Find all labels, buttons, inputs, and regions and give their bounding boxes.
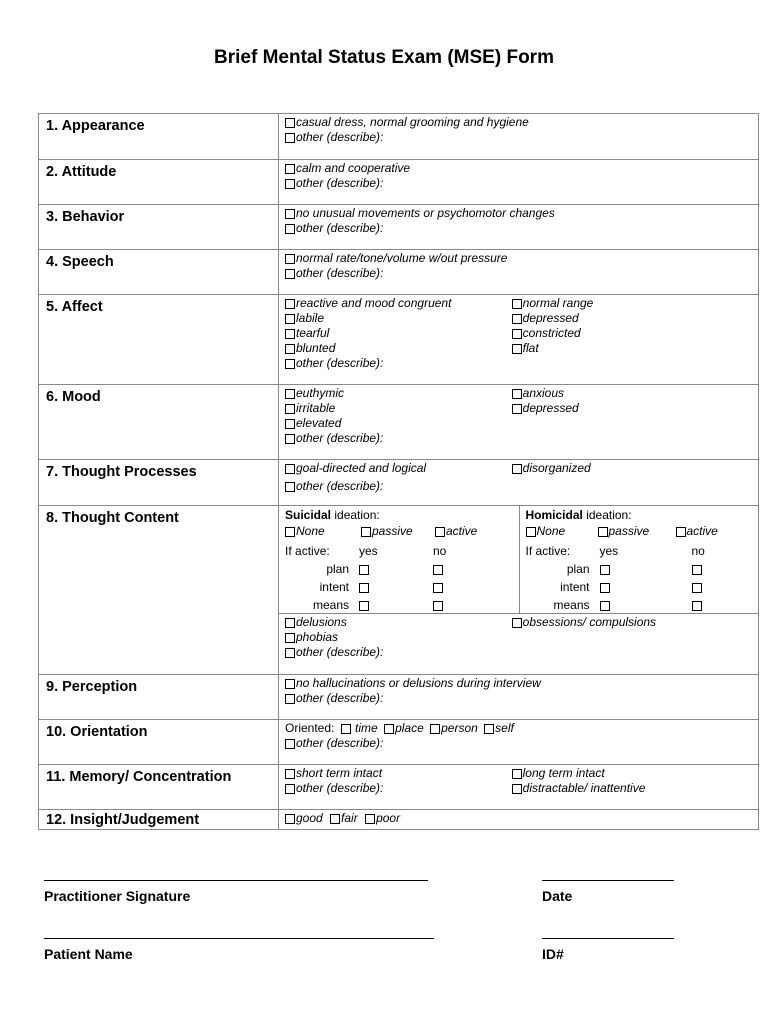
checkbox[interactable] <box>330 814 340 824</box>
option-text: None <box>536 524 566 538</box>
no-header: no <box>691 544 705 558</box>
suicidal-ideation-block <box>279 506 519 613</box>
section-label: 2. Attitude <box>39 160 279 205</box>
checkbox[interactable] <box>676 527 686 537</box>
id-line[interactable] <box>542 938 674 939</box>
ideation-label: ideation: <box>582 508 632 522</box>
checkbox[interactable] <box>512 299 522 309</box>
option-text: elevated <box>296 416 342 430</box>
ideation-label: ideation: <box>331 508 380 522</box>
homicidal-ideation-block <box>519 506 759 613</box>
checkbox[interactable] <box>692 565 702 575</box>
option-text: other (describe): <box>296 221 384 235</box>
section-label: 9. Perception <box>39 675 279 720</box>
checkbox[interactable] <box>285 527 295 537</box>
option-text: person <box>441 721 478 735</box>
option-text: active <box>446 524 478 538</box>
checkbox[interactable] <box>512 464 522 474</box>
checkbox[interactable] <box>484 724 494 734</box>
checkbox[interactable] <box>285 404 295 414</box>
option-text: time <box>355 721 378 735</box>
section-label: 6. Mood <box>39 385 279 460</box>
checkbox[interactable] <box>692 601 702 611</box>
option-text: other (describe): <box>296 736 384 750</box>
option-text: delusions <box>296 615 347 629</box>
row-orientation <box>39 720 759 765</box>
row-insight <box>39 810 759 830</box>
yes-header: yes <box>359 544 378 558</box>
checkbox[interactable] <box>285 118 295 128</box>
checkbox[interactable] <box>285 434 295 444</box>
checkbox[interactable] <box>285 359 295 369</box>
section-label: 12. Insight/Judgement <box>39 810 279 830</box>
checkbox[interactable] <box>285 419 295 429</box>
option-text: other (describe): <box>296 356 384 370</box>
option-text: other (describe): <box>296 266 384 280</box>
checkbox[interactable] <box>512 404 522 414</box>
option-text: blunted <box>296 341 336 355</box>
checkbox[interactable] <box>512 344 522 354</box>
option-text: anxious <box>522 386 565 400</box>
option-text: other (describe): <box>296 645 384 659</box>
checkbox[interactable] <box>285 679 295 689</box>
option-text: passive <box>608 524 650 538</box>
checkbox[interactable] <box>285 633 295 643</box>
option-text: euthymic <box>296 386 345 400</box>
row-memory <box>39 765 759 810</box>
checkbox[interactable] <box>359 583 369 593</box>
option-text: other (describe): <box>296 479 384 493</box>
practitioner-signature-line[interactable] <box>44 880 428 881</box>
no-header: no <box>433 544 447 558</box>
checkbox[interactable] <box>285 482 295 492</box>
option-text: tearful <box>296 326 330 340</box>
checkbox[interactable] <box>285 254 295 264</box>
option-text: active <box>686 524 718 538</box>
row-attitude <box>39 160 759 205</box>
yes-header: yes <box>599 544 619 558</box>
row-mood <box>39 385 759 460</box>
oriented-label: Oriented: <box>285 721 335 735</box>
checkbox[interactable] <box>359 565 369 575</box>
option-text: calm and cooperative <box>296 161 411 175</box>
row-thought-processes <box>39 460 759 506</box>
option-text: other (describe): <box>296 130 384 144</box>
checkbox[interactable] <box>598 527 608 537</box>
if-label: If <box>525 544 536 558</box>
checkbox[interactable] <box>433 583 443 593</box>
checkbox[interactable] <box>285 344 295 354</box>
checkbox[interactable] <box>600 565 610 575</box>
option-text: labile <box>296 311 325 325</box>
checkbox[interactable] <box>285 784 295 794</box>
option-text: long term intact <box>522 766 605 780</box>
checkbox[interactable] <box>433 601 443 611</box>
checkbox[interactable] <box>285 164 295 174</box>
intent-label: intent <box>319 580 349 594</box>
checkbox[interactable] <box>512 618 522 628</box>
checkbox[interactable] <box>285 814 295 824</box>
checkbox[interactable] <box>433 565 443 575</box>
row-perception <box>39 675 759 720</box>
checkbox[interactable] <box>512 314 522 324</box>
checkbox[interactable] <box>361 527 371 537</box>
checkbox[interactable] <box>435 527 445 537</box>
page-title: Brief Mental Status Exam (MSE) Form <box>214 47 554 68</box>
checkbox[interactable] <box>285 648 295 658</box>
checkbox[interactable] <box>285 739 295 749</box>
checkbox[interactable] <box>430 724 440 734</box>
row-speech <box>39 250 759 295</box>
section-label: 11. Memory/ Concentration <box>39 765 279 810</box>
homicidal-heading: Homicidal <box>525 508 583 522</box>
checkbox[interactable] <box>384 724 394 734</box>
colon: : <box>566 544 571 558</box>
active-label: active <box>295 544 327 558</box>
suicidal-heading: Suicidal <box>285 508 332 522</box>
option-text: disorganized <box>522 461 591 475</box>
option-text: fair <box>341 811 358 825</box>
checkbox[interactable] <box>512 784 522 794</box>
checkbox[interactable] <box>359 601 369 611</box>
option-text: other (describe): <box>296 176 384 190</box>
checkbox[interactable] <box>285 314 295 324</box>
option-text: good <box>296 811 323 825</box>
row-thought-content <box>39 506 759 675</box>
section-label: 4. Speech <box>39 250 279 295</box>
checkbox[interactable] <box>285 209 295 219</box>
option-text: poor <box>376 811 401 825</box>
checkbox[interactable] <box>600 601 610 611</box>
if-label: If <box>285 544 296 558</box>
option-text: depressed <box>522 401 579 415</box>
option-text: no unusual movements or psychomotor changes <box>296 206 555 220</box>
checkbox[interactable] <box>285 464 295 474</box>
patient-name-label: Patient Name <box>44 946 133 962</box>
option-text: short term intact <box>296 766 383 780</box>
id-label: ID# <box>542 946 564 962</box>
means-label: means <box>553 598 590 612</box>
option-text: passive <box>372 524 413 538</box>
section-label: 7. Thought Processes <box>39 460 279 506</box>
checkbox[interactable] <box>285 694 295 704</box>
section-label: 10. Orientation <box>39 720 279 765</box>
checkbox[interactable] <box>600 583 610 593</box>
option-text: depressed <box>522 311 579 325</box>
date-label: Date <box>542 888 573 904</box>
option-text: distractable/ inattentive <box>522 781 646 795</box>
section-label: 8. Thought Content <box>39 506 279 675</box>
plan-label: plan <box>566 562 590 576</box>
option-text: flat <box>522 341 539 355</box>
checkbox[interactable] <box>526 527 536 537</box>
checkbox[interactable] <box>285 299 295 309</box>
means-label: means <box>312 598 349 612</box>
mse-table <box>38 113 759 830</box>
option-text: normal range <box>522 296 594 310</box>
option-text: None <box>296 524 325 538</box>
section-label: 5. Affect <box>39 295 279 385</box>
checkbox[interactable] <box>285 329 295 339</box>
checkbox[interactable] <box>692 583 702 593</box>
practitioner-signature-label: Practitioner Signature <box>44 888 191 904</box>
option-text: reactive and mood congruent <box>296 296 452 310</box>
row-appearance <box>39 114 759 160</box>
checkbox[interactable] <box>285 224 295 234</box>
option-text: normal rate/tone/volume w/out pressure <box>296 251 508 265</box>
section-label: 1. Appearance <box>39 114 279 160</box>
option-text: casual dress, normal grooming and hygiene <box>296 115 529 129</box>
option-text: constricted <box>522 326 581 340</box>
checkbox[interactable] <box>512 329 522 339</box>
patient-name-line[interactable] <box>44 938 434 939</box>
option-text: other (describe): <box>296 781 384 795</box>
checkbox[interactable] <box>285 769 295 779</box>
row-behavior <box>39 205 759 250</box>
option-text: irritable <box>296 401 336 415</box>
option-text: other (describe): <box>296 431 384 445</box>
colon: : <box>326 544 330 558</box>
section-label: 3. Behavior <box>39 205 279 250</box>
intent-label: intent <box>560 580 590 594</box>
option-text: goal-directed and logical <box>296 461 427 475</box>
checkbox[interactable] <box>341 724 351 734</box>
active-label: active <box>535 544 567 558</box>
checkbox[interactable] <box>512 389 522 399</box>
date-line[interactable] <box>542 880 674 881</box>
option-text: place <box>395 721 424 735</box>
plan-label: plan <box>326 562 349 576</box>
option-text: no hallucinations or delusions during interview <box>296 676 541 690</box>
row-affect <box>39 295 759 385</box>
option-text: phobias <box>296 630 339 644</box>
checkbox[interactable] <box>285 389 295 399</box>
option-text: self <box>495 721 514 735</box>
option-text: obsessions/ compulsions <box>522 615 657 629</box>
checkbox[interactable] <box>285 618 295 628</box>
checkbox[interactable] <box>285 269 295 279</box>
checkbox[interactable] <box>285 133 295 143</box>
checkbox[interactable] <box>365 814 375 824</box>
checkbox[interactable] <box>285 179 295 189</box>
option-text: other (describe): <box>296 691 384 705</box>
checkbox[interactable] <box>512 769 522 779</box>
